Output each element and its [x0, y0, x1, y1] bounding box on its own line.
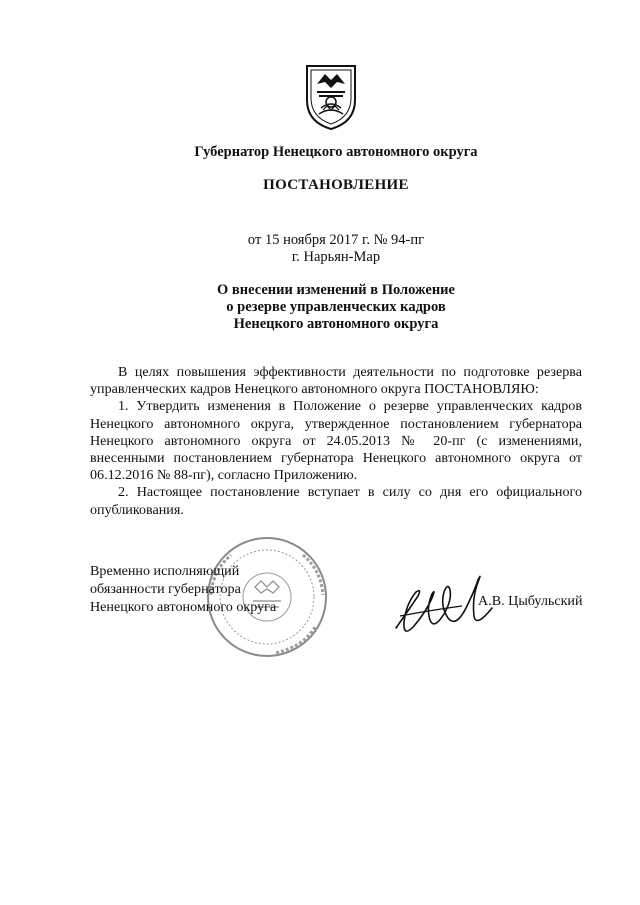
- body-paragraph: 1. Утвердить изменения в Положение о резерве управленческих кадров Ненецкого автономного округа, утвержденное постановлением губернатора Ненецкого автономного округа от 24.05.2013 № 20-пг (с изменениями, внесенными постановлением губернатора Ненецкого автономного округа от 06.12.2016 № 88-пг), согласно Приложению.: [90, 398, 582, 484]
- signatory-position-line: Временно исполняющий: [90, 563, 240, 579]
- body-paragraph: В целях повышения эффективности деятельности по подготовке резерва управленческих кадров Ненецкого автономного округа ПОСТАНОВЛЯЮ:: [90, 364, 582, 398]
- document-title: [0, 282, 640, 333]
- document-body: [90, 364, 582, 519]
- signatory-position-line: Ненецкого автономного округа: [90, 599, 277, 615]
- document-title-line: о резерве управленческих кадров: [226, 299, 446, 315]
- document-city: г. Нарьян-Мар: [291, 249, 381, 265]
- signatory-position: [90, 562, 276, 616]
- document-date-number: от 15 ноября 2017 г. № 94-пг: [247, 232, 425, 248]
- signatory-position-line: обязанности губернатора: [90, 581, 241, 597]
- body-paragraph: 2. Настоящее постановление вступает в силу со дня его официального опубликования.: [90, 484, 582, 518]
- document-type: ПОСТАНОВЛЕНИЕ: [263, 177, 409, 193]
- signer-name: А.В. Цыбульский: [478, 593, 583, 609]
- issuing-authority: Губернатор Ненецкого автономного округа: [194, 144, 478, 160]
- document-title-line: Ненецкого автономного округа: [233, 316, 439, 332]
- coat-of-arms-icon: [303, 62, 359, 132]
- document-title-line: О внесении изменений в Положение: [217, 282, 455, 298]
